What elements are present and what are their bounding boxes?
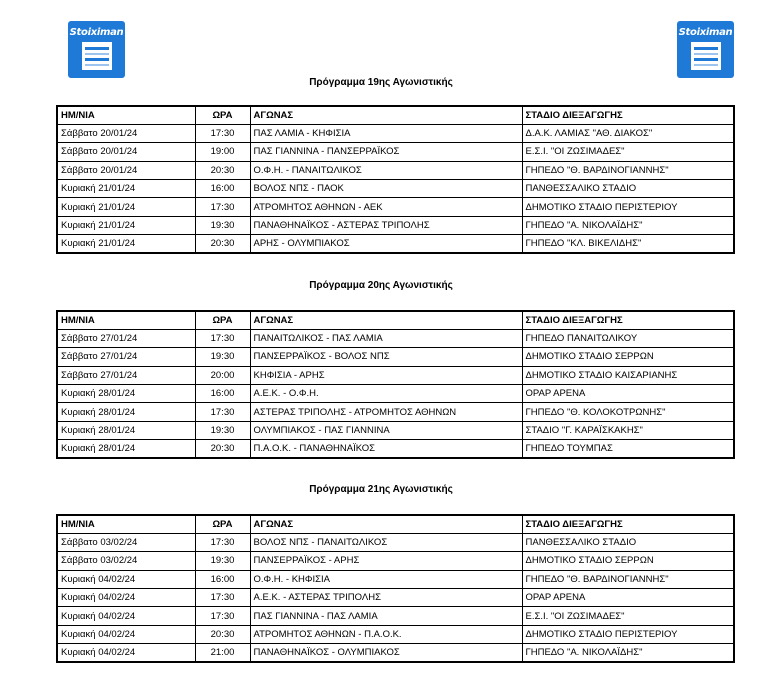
match-venue: ΓΗΠΕΔΟ ΠΑΝΑΙΤΩΛΙΚΟΥ <box>522 329 734 347</box>
table-row <box>57 124 734 142</box>
table-row <box>57 329 734 347</box>
header-match: ΑΓΩΝΑΣ <box>250 311 522 329</box>
match-date: Σάββατο 20/01/24 <box>57 161 195 179</box>
match-venue: Δ.Α.Κ. ΛΑΜΙΑΣ "ΑΘ. ΔΙΑΚΟΣ" <box>522 124 734 142</box>
header-time: ΩΡΑ <box>195 311 250 329</box>
match-venue: ΠΑΝΘΕΣΣΑΛΙΚΟ ΣΤΑΔΙΟ <box>522 533 734 551</box>
match-date: Κυριακή 04/02/24 <box>57 625 195 643</box>
stoiximan-logo-right <box>677 21 734 78</box>
match-time: 20:30 <box>195 235 250 253</box>
match-teams: ΑΣΤΕΡΑΣ ΤΡΙΠΟΛΗΣ - ΑΤΡΟΜΗΤΟΣ ΑΘΗΝΩΝ <box>250 403 522 421</box>
table-row <box>57 421 734 439</box>
match-time: 17:30 <box>195 533 250 551</box>
table-header-row <box>57 515 734 533</box>
match-date: Σάββατο 27/01/24 <box>57 348 195 366</box>
table-row <box>57 366 734 384</box>
match-venue: ΓΗΠΕΔΟ "Α. ΝΙΚΟΛΑΪΔΗΣ" <box>522 644 734 662</box>
header-time: ΩΡΑ <box>195 515 250 533</box>
table-row <box>57 607 734 625</box>
match-time: 16:00 <box>195 385 250 403</box>
header-venue: ΣΤΑΔΙΟ ΔΙΕΞΑΓΩΓΗΣ <box>522 311 734 329</box>
match-teams: ΠΑΣ ΓΙΑΝΝΙΝΑ - ΠΑΝΣΕΡΡΑΪΚΟΣ <box>250 143 522 161</box>
match-venue: ΓΗΠΕΔΟ "ΚΛ. ΒΙΚΕΛΙΔΗΣ" <box>522 235 734 253</box>
round-21-table <box>56 514 735 663</box>
table-row <box>57 552 734 570</box>
match-time: 19:00 <box>195 143 250 161</box>
header-venue: ΣΤΑΔΙΟ ΔΙΕΞΑΓΩΓΗΣ <box>522 515 734 533</box>
match-teams: ΠΑΝΑΘΗΝΑΪΚΟΣ - ΟΛΥΜΠΙΑΚΟΣ <box>250 644 522 662</box>
match-teams: ΠΑΝΣΕΡΡΑΪΚΟΣ - ΑΡΗΣ <box>250 552 522 570</box>
match-time: 16:00 <box>195 570 250 588</box>
table-row <box>57 644 734 662</box>
round-21-title: Πρόγραμμα 21ης Αγωνιστικής <box>309 484 453 495</box>
match-venue: Ε.Σ.Ι. "ΟΙ ΖΩΣΙΜΑΔΕΣ" <box>522 143 734 161</box>
header-time: ΩΡΑ <box>195 106 250 124</box>
round-19-table <box>56 105 735 254</box>
match-teams: ΑΡΗΣ - ΟΛΥΜΠΙΑΚΟΣ <box>250 235 522 253</box>
table-row <box>57 161 734 179</box>
match-venue: ΔΗΜΟΤΙΚΟ ΣΤΑΔΙΟ ΣΕΡΡΩΝ <box>522 552 734 570</box>
match-venue: ΓΗΠΕΔΟ ΤΟΥΜΠΑΣ <box>522 440 734 458</box>
match-teams: Α.Ε.Κ. - ΑΣΤΕΡΑΣ ΤΡΙΠΟΛΗΣ <box>250 589 522 607</box>
super-league-badge-icon <box>691 42 721 70</box>
match-time: 20:30 <box>195 440 250 458</box>
table-row <box>57 403 734 421</box>
match-date: Κυριακή 21/01/24 <box>57 216 195 234</box>
match-teams: ΠΑΣ ΛΑΜΙΑ - ΚΗΦΙΣΙΑ <box>250 124 522 142</box>
match-time: 17:30 <box>195 329 250 347</box>
match-teams: ΠΑΝΑΘΗΝΑΪΚΟΣ - ΑΣΤΕΡΑΣ ΤΡΙΠΟΛΗΣ <box>250 216 522 234</box>
match-time: 17:30 <box>195 198 250 216</box>
match-date: Σάββατο 20/01/24 <box>57 124 195 142</box>
match-date: Σάββατο 27/01/24 <box>57 329 195 347</box>
table-row <box>57 216 734 234</box>
match-date: Κυριακή 04/02/24 <box>57 570 195 588</box>
match-teams: Ο.Φ.Η. - ΠΑΝΑΙΤΩΛΙΚΟΣ <box>250 161 522 179</box>
match-date: Κυριακή 04/02/24 <box>57 607 195 625</box>
table-row <box>57 440 734 458</box>
table-row <box>57 533 734 551</box>
match-teams: ΒΟΛΟΣ ΝΠΣ - ΠΑΝΑΙΤΩΛΙΚΟΣ <box>250 533 522 551</box>
match-time: 20:30 <box>195 161 250 179</box>
match-teams: ΠΑΣ ΓΙΑΝΝΙΝΑ - ΠΑΣ ΛΑΜΙΑ <box>250 607 522 625</box>
table-row <box>57 198 734 216</box>
match-time: 17:30 <box>195 124 250 142</box>
match-time: 20:30 <box>195 625 250 643</box>
match-time: 19:30 <box>195 348 250 366</box>
header-date: ΗΜ/ΝΙΑ <box>57 515 195 533</box>
match-date: Κυριακή 21/01/24 <box>57 235 195 253</box>
match-venue: ΔΗΜΟΤΙΚΟ ΣΤΑΔΙΟ ΣΕΡΡΩΝ <box>522 348 734 366</box>
match-teams: ΑΤΡΟΜΗΤΟΣ ΑΘΗΝΩΝ - ΑΕΚ <box>250 198 522 216</box>
match-venue: ΔΗΜΟΤΙΚΟ ΣΤΑΔΙΟ ΠΕΡΙΣΤΕΡΙΟΥ <box>522 198 734 216</box>
logo-brand-text: Stoiximan <box>69 27 124 38</box>
match-venue: ΔΗΜΟΤΙΚΟ ΣΤΑΔΙΟ ΠΕΡΙΣΤΕΡΙΟΥ <box>522 625 734 643</box>
match-venue: Ε.Σ.Ι. "ΟΙ ΖΩΣΙΜΑΔΕΣ" <box>522 607 734 625</box>
table-row <box>57 348 734 366</box>
match-time: 19:30 <box>195 216 250 234</box>
match-venue: ΠΑΝΘΕΣΣΑΛΙΚΟ ΣΤΑΔΙΟ <box>522 180 734 198</box>
header-venue: ΣΤΑΔΙΟ ΔΙΕΞΑΓΩΓΗΣ <box>522 106 734 124</box>
table-row <box>57 589 734 607</box>
match-time: 19:30 <box>195 552 250 570</box>
match-teams: ΠΑΝΑΙΤΩΛΙΚΟΣ - ΠΑΣ ΛΑΜΙΑ <box>250 329 522 347</box>
table-row <box>57 570 734 588</box>
match-venue: ΓΗΠΕΔΟ "Θ. ΒΑΡΔΙΝΟΓΙΑΝΝΗΣ" <box>522 161 734 179</box>
match-time: 17:30 <box>195 607 250 625</box>
table-row <box>57 180 734 198</box>
match-date: Κυριακή 28/01/24 <box>57 440 195 458</box>
match-teams: Π.Α.Ο.Κ. - ΠΑΝΑΘΗΝΑΪΚΟΣ <box>250 440 522 458</box>
match-date: Κυριακή 21/01/24 <box>57 198 195 216</box>
match-date: Κυριακή 28/01/24 <box>57 421 195 439</box>
match-date: Κυριακή 04/02/24 <box>57 589 195 607</box>
round-20-title: Πρόγραμμα 20ης Αγωνιστικής <box>309 280 453 291</box>
match-time: 17:30 <box>195 403 250 421</box>
match-time: 20:00 <box>195 366 250 384</box>
match-teams: ΑΤΡΟΜΗΤΟΣ ΑΘΗΝΩΝ - Π.Α.Ο.Κ. <box>250 625 522 643</box>
table-row <box>57 235 734 253</box>
match-teams: ΚΗΦΙΣΙΑ - ΑΡΗΣ <box>250 366 522 384</box>
match-date: Κυριακή 28/01/24 <box>57 385 195 403</box>
match-venue: ΓΗΠΕΔΟ "Θ. ΒΑΡΔΙΝΟΓΙΑΝΝΗΣ" <box>522 570 734 588</box>
match-teams: Ο.Φ.Η. - ΚΗΦΙΣΙΑ <box>250 570 522 588</box>
match-time: 21:00 <box>195 644 250 662</box>
match-venue: ΔΗΜΟΤΙΚΟ ΣΤΑΔΙΟ ΚΑΙΣΑΡΙΑΝΗΣ <box>522 366 734 384</box>
super-league-badge-icon <box>82 42 112 70</box>
match-venue: ΓΗΠΕΔΟ "Θ. ΚΟΛΟΚΟΤΡΩΝΗΣ" <box>522 403 734 421</box>
match-date: Κυριακή 04/02/24 <box>57 644 195 662</box>
table-header-row <box>57 106 734 124</box>
round-20-table <box>56 310 735 459</box>
match-time: 19:30 <box>195 421 250 439</box>
match-venue: ΓΗΠΕΔΟ "Α. ΝΙΚΟΛΑΪΔΗΣ" <box>522 216 734 234</box>
match-date: Σάββατο 20/01/24 <box>57 143 195 161</box>
match-date: Σάββατο 27/01/24 <box>57 366 195 384</box>
header-match: ΑΓΩΝΑΣ <box>250 515 522 533</box>
table-header-row <box>57 311 734 329</box>
match-venue: ΟΡΑΡ ΑΡΕΝΑ <box>522 385 734 403</box>
match-teams: ΠΑΝΣΕΡΡΑΪΚΟΣ - ΒΟΛΟΣ ΝΠΣ <box>250 348 522 366</box>
match-venue: ΣΤΑΔΙΟ "Γ. ΚΑΡΑΪΣΚΑΚΗΣ" <box>522 421 734 439</box>
header-match: ΑΓΩΝΑΣ <box>250 106 522 124</box>
match-date: Κυριακή 28/01/24 <box>57 403 195 421</box>
match-date: Σάββατο 03/02/24 <box>57 533 195 551</box>
match-teams: Α.Ε.Κ. - Ο.Φ.Η. <box>250 385 522 403</box>
stoiximan-logo-left <box>68 21 125 78</box>
match-teams: ΒΟΛΟΣ ΝΠΣ - ΠΑΟΚ <box>250 180 522 198</box>
logo-brand-text: Stoiximan <box>678 27 733 38</box>
match-date: Κυριακή 21/01/24 <box>57 180 195 198</box>
match-time: 16:00 <box>195 180 250 198</box>
match-venue: ΟΡΑΡ ΑΡΕΝΑ <box>522 589 734 607</box>
table-row <box>57 143 734 161</box>
header-date: ΗΜ/ΝΙΑ <box>57 311 195 329</box>
match-teams: ΟΛΥΜΠΙΑΚΟΣ - ΠΑΣ ΓΙΑΝΝΙΝΑ <box>250 421 522 439</box>
header-date: ΗΜ/ΝΙΑ <box>57 106 195 124</box>
round-19-title: Πρόγραμμα 19ης Αγωνιστικής <box>309 77 453 88</box>
match-date: Σάββατο 03/02/24 <box>57 552 195 570</box>
table-row <box>57 385 734 403</box>
match-time: 17:30 <box>195 589 250 607</box>
table-row <box>57 625 734 643</box>
